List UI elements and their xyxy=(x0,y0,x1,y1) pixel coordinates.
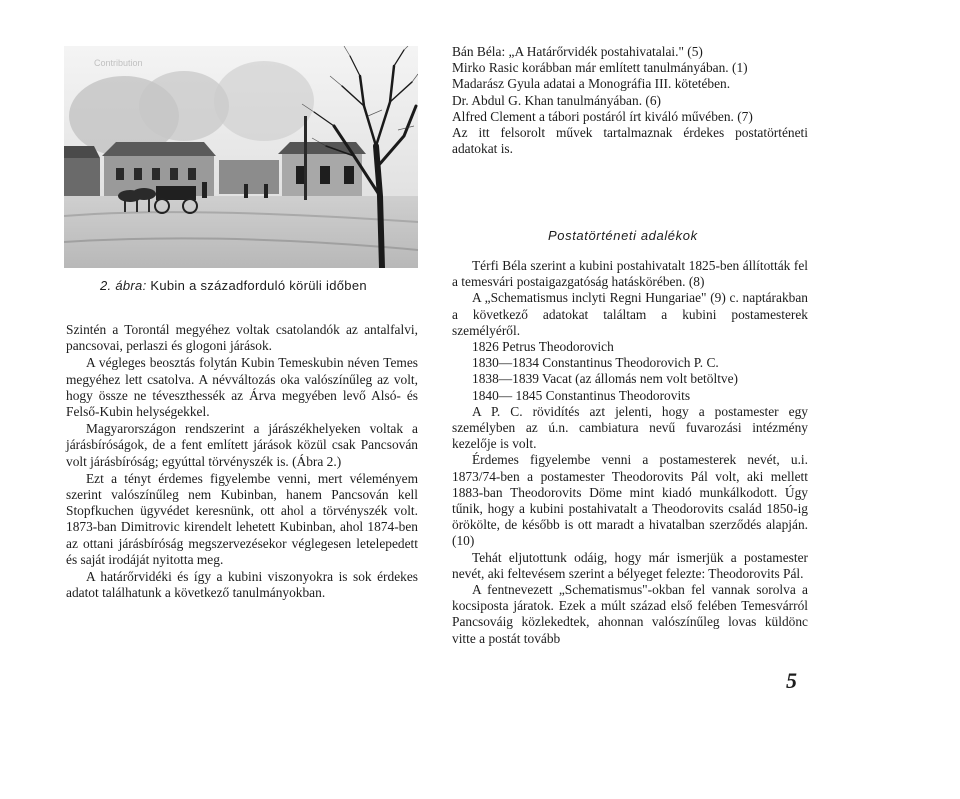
postmaster-list-item: 1830—1834 Constantinus Theodorovich P. C. xyxy=(472,355,719,371)
postmaster-list-item: 1840— 1845 Constantinus Theodorovits xyxy=(472,387,691,403)
paragraph: Az itt felsorolt művek tartalmaznak érdekes postatörténeti adatokat is. xyxy=(452,125,808,157)
paragraph: Tehát eljutottunk odáig, hogy már ismerjük a postamester nevét, aki feltevésem szerint a bélyeget felezte: Theodorovits Pál. xyxy=(452,549,808,581)
right-column-top xyxy=(452,44,808,157)
paragraph: A „Schematismus inclyti Regni Hungariae" (9) c. naptárakban a következő adatokat találtam a kubini postamesterek személyéről. xyxy=(452,290,808,338)
left-column-body xyxy=(66,322,418,601)
photo-watermark: Contribution xyxy=(94,58,143,68)
paragraph: Dr. Abdul G. Khan tanulmányában. (6) xyxy=(452,92,661,108)
running-head: Postatörténeti adalékok xyxy=(548,228,698,243)
page-number: 5 xyxy=(786,668,797,693)
paragraph: A végleges beosztás folytán Kubin Temeskubin néven Temes megyéhez lett csatolva. A névváltozás oka valószínűleg az volt, hogy össze ne téveszthessék az Árva megyében levő Alsó- és Felső-Kubin helységekkel. xyxy=(66,355,418,420)
figure-caption xyxy=(100,278,400,293)
figure-caption-label: 2. ábra: xyxy=(100,278,147,293)
paragraph: Ezt a tényt érdemes figyelembe venni, mert véleményem szerint valószínűleg nem Kubinban, hanem Pancsován kell Stopfkuchen ügyvédet keresnünk, ott ahol a törvényszék volt. 1873-ban Dimitrovic kirendelt lehetett Kubinban, ahol 1874-ben az ottani járásbíróság megszervezésekor véglegesen letelepedett és saját irodáját nyitotta meg. xyxy=(66,470,418,567)
figure-caption-text: Kubin a századforduló körüli időben xyxy=(150,278,367,293)
paragraph: Magyarországon rendszerint a járászékhelyeken voltak a járásbíróságok, de a fent említett járások közül csak Pancsován volt járásbíróság; egyúttal törvényszék is. (Ábra 2.) xyxy=(66,421,418,469)
right-column-body xyxy=(452,258,808,647)
postmaster-list-item: 1838—1839 Vacat (az állomás nem volt betöltve) xyxy=(472,371,739,387)
paragraph: Alfred Clement a tábori postáról írt kiváló művében. (7) xyxy=(452,108,753,124)
postmaster-list-item: 1826 Petrus Theodorovich xyxy=(472,339,614,355)
paragraph: Érdemes figyelembe venni a postamesterek nevét, u.i. 1873/74-ben a postamester Theodorovits Pál volt, aki mellett 1883-ban Theodorovits Döme mint kiadó munkálkodott. Úgy tűnik, hogy a kubini postahivatalt a Theodorovits család 1850-ig örökölte, de később is ott maradt a hivatalban szerződés alapján. (10) xyxy=(452,452,808,549)
photo-drawing xyxy=(64,46,418,268)
street-scene-photo-icon xyxy=(64,46,418,268)
paragraph: Térfi Béla szerint a kubini postahivatalt 1825-ben állították fel a temesvári postaigazgatóság hatáskörében. (8) xyxy=(452,258,808,290)
paragraph: Madarász Gyula adatai a Monográfia III. kötetében. xyxy=(452,76,731,92)
paragraph: Mirko Rasic korábban már említett tanulmányában. (1) xyxy=(452,60,748,76)
paragraph: Szintén a Torontál megyéhez voltak csatolandók az antalfalvi, pancsovai, perlaszi és glogoni járások. xyxy=(66,322,418,354)
paragraph: A P. C. rövidítés azt jelenti, hogy a postamester egy személyben az ú.n. cambiatura nevű fuvarozási intézmény kezelője is volt. xyxy=(452,403,808,452)
paragraph: A fentnevezett „Schematismus"-okban fel vannak sorolva a kocsiposta járatok. Ezek a múlt század első felében Temesvárról Pancsováig közlekedtek, ahonnan valószínűleg lovas küldönc vitte a postát tovább xyxy=(452,582,808,646)
paragraph: Bán Béla: „A Határőrvidék postahivatalai." (5) xyxy=(452,44,703,59)
paragraph: A határőrvidéki és így a kubini viszonyokra is sok érdekes adatot találhatunk a következő tanulmányokban. xyxy=(66,569,418,601)
